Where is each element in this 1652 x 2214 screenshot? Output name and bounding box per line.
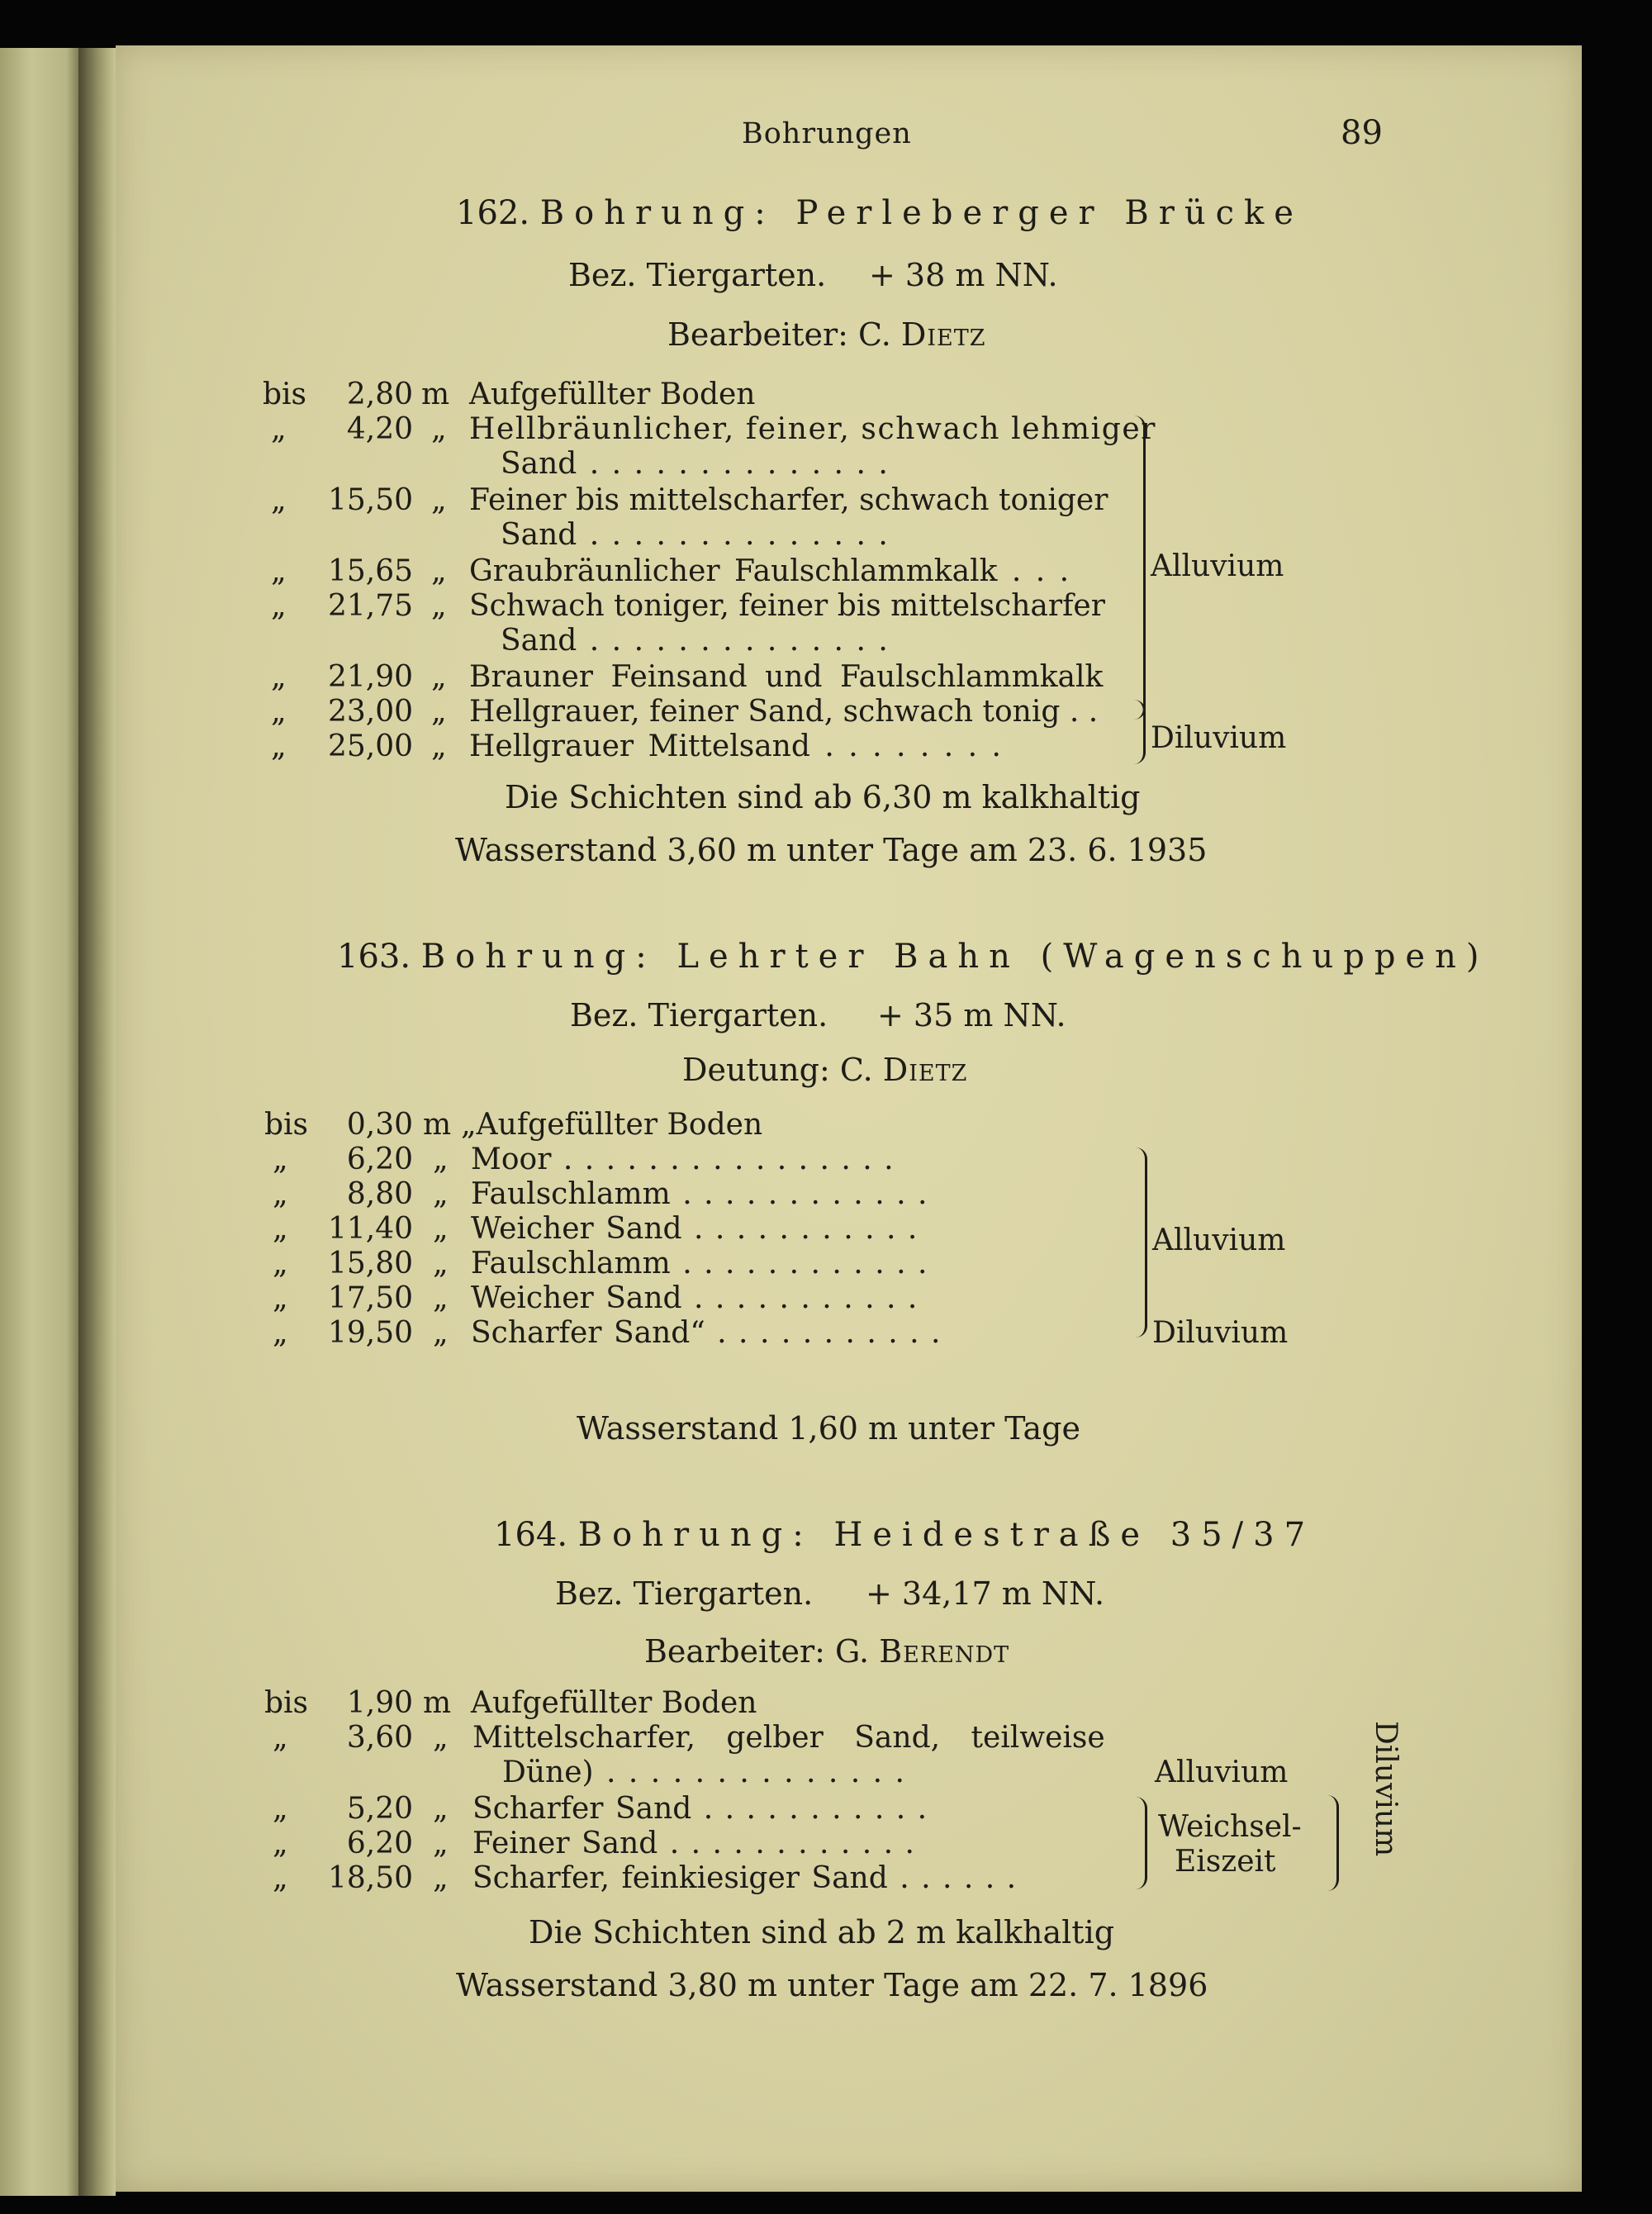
row-desc: Faulschlamm . . . . . . . . . . . . <box>471 1247 928 1280</box>
row-unit: „ <box>433 1792 449 1826</box>
row-depth: 1,90 <box>346 1686 413 1720</box>
row-desc: Faulschlamm . . . . . . . . . . . . <box>471 1177 928 1211</box>
row-unit: m <box>423 1108 452 1142</box>
row-desc-cont: Sand . . . . . . . . . . . . . . <box>501 518 888 552</box>
row-desc-cont: Sand . . . . . . . . . . . . . . <box>501 624 888 658</box>
row-unit: m <box>423 1686 452 1720</box>
row-prefix: bis <box>264 1108 309 1142</box>
group-label-diluvium: Diluvium <box>1151 721 1287 755</box>
row-depth: 15,80 <box>327 1247 413 1280</box>
row-unit: „ <box>431 589 447 623</box>
alluvium-brace <box>1132 416 1146 720</box>
row-depth: 0,30 <box>346 1108 413 1142</box>
section-162-editor: Bearbeiter: C. Dietz <box>667 316 986 353</box>
row-unit: „ <box>431 695 447 729</box>
row-desc-cont: Düne) . . . . . . . . . . . . . . <box>502 1756 904 1789</box>
section-163-note-1: Wasserstand 1,60 m unter Tage <box>577 1410 1080 1447</box>
row-prefix: bis <box>263 378 307 411</box>
row-desc: Mittelscharfer, gelber Sand, teilweise <box>472 1721 1105 1755</box>
row-desc: Hellgrauer, feiner Sand, schwach tonig . . <box>469 695 1099 729</box>
row-prefix: „ <box>273 1721 288 1755</box>
running-title: Bohrungen <box>742 117 912 150</box>
group-label-eiszeit: Eiszeit <box>1175 1845 1276 1879</box>
row-depth: 19,50 <box>327 1316 413 1350</box>
row-prefix: „ <box>271 412 287 446</box>
group-label-alluvium: Alluvium <box>1151 549 1284 583</box>
section-163-title: 163. Bohrung: Lehrter Bahn (Wagenschuppen) <box>337 938 1489 976</box>
row-depth: 2,80 <box>346 378 413 411</box>
row-unit: „ <box>433 1212 449 1246</box>
row-desc: „Aufgefüllter Boden <box>461 1108 763 1142</box>
section-164-editor: Bearbeiter: G. Berendt <box>644 1633 1010 1670</box>
row-desc: Graubräunlicher Faulschlammkalk . . . <box>469 554 1070 588</box>
row-depth: 15,65 <box>327 554 413 588</box>
row-prefix: „ <box>271 554 287 588</box>
row-desc: Weicher Sand . . . . . . . . . . . <box>471 1212 918 1246</box>
row-unit: „ <box>431 660 447 694</box>
row-depth: 25,00 <box>327 729 413 763</box>
row-prefix: „ <box>273 1861 288 1895</box>
group-label-diluvium: Diluvium <box>1152 1316 1289 1350</box>
row-desc: Feiner bis mittelscharfer, schwach toniger <box>469 483 1108 517</box>
row-prefix: „ <box>271 660 287 694</box>
row-unit: „ <box>433 1721 449 1755</box>
section-162-note-1: Die Schichten sind ab 6,30 m kalkhaltig <box>505 779 1141 815</box>
row-prefix: „ <box>271 589 287 623</box>
row-depth: 21,75 <box>327 589 413 623</box>
row-unit: „ <box>431 483 447 517</box>
row-desc: Brauner Feinsand und Faulschlammkalk <box>469 660 1104 694</box>
row-unit: m <box>421 378 450 411</box>
row-desc: Scharfer, feinkiesiger Sand . . . . . . <box>472 1861 1017 1895</box>
row-depth: 5,20 <box>346 1792 413 1826</box>
row-depth: 3,60 <box>346 1721 413 1755</box>
row-desc: Aufgefüllter Boden <box>471 1686 757 1720</box>
page-number: 89 <box>1341 114 1383 152</box>
section-163-editor: Deutung: C. Dietz <box>682 1052 968 1088</box>
row-unit: „ <box>433 1143 449 1176</box>
diluvium-outer-brace <box>1325 1795 1339 1891</box>
row-depth: 23,00 <box>327 695 413 729</box>
group-label-alluvium: Alluvium <box>1155 1756 1289 1789</box>
row-depth: 11,40 <box>327 1212 413 1246</box>
row-desc-cont: Sand . . . . . . . . . . . . . . <box>501 447 888 481</box>
row-depth: 8,80 <box>346 1177 413 1211</box>
row-prefix: „ <box>273 1281 288 1315</box>
row-depth: 4,20 <box>346 412 413 446</box>
section-164-title: 164. Bohrung: Heidestraße 35/37 <box>494 1516 1316 1554</box>
row-depth: 6,20 <box>346 1827 413 1860</box>
row-prefix: „ <box>273 1212 288 1246</box>
row-prefix: „ <box>273 1143 288 1176</box>
alluvium-brace <box>1133 1147 1147 1337</box>
row-desc: Schwach toniger, feiner bis mittelscharfer <box>469 589 1105 623</box>
row-unit: „ <box>433 1861 449 1895</box>
section-162-note-2: Wasserstand 3,60 m unter Tage am 23. 6. 1935 <box>455 832 1208 868</box>
row-desc: Weicher Sand . . . . . . . . . . . <box>471 1281 918 1315</box>
weichsel-brace <box>1133 1797 1147 1889</box>
section-162-title: 162. Bohrung: Perleberger Brücke <box>456 194 1303 232</box>
row-prefix: „ <box>273 1177 288 1211</box>
row-depth: 15,50 <box>327 483 413 517</box>
row-unit: „ <box>433 1827 449 1860</box>
row-prefix: „ <box>271 483 287 517</box>
row-depth: 21,90 <box>327 660 413 694</box>
diluvium-brace <box>1132 700 1146 764</box>
section-164-note-2: Wasserstand 3,80 m unter Tage am 22. 7. 1896 <box>456 1967 1208 2003</box>
row-prefix: „ <box>273 1827 288 1860</box>
row-desc: Hellgrauer Mittelsand . . . . . . . . <box>469 729 1001 763</box>
row-depth: 6,20 <box>346 1143 413 1176</box>
row-depth: 18,50 <box>327 1861 413 1895</box>
section-162-district: Bez. Tiergarten. <box>568 257 827 293</box>
group-label-weichsel: Weichsel- <box>1158 1810 1302 1844</box>
row-unit: „ <box>431 412 447 446</box>
row-desc: Feiner Sand . . . . . . . . . . . . <box>472 1827 914 1860</box>
row-prefix: „ <box>271 695 287 729</box>
row-unit: „ <box>431 729 447 763</box>
row-prefix: „ <box>273 1247 288 1280</box>
row-prefix: „ <box>271 729 287 763</box>
row-unit: „ <box>433 1247 449 1280</box>
row-unit: „ <box>433 1316 449 1350</box>
section-163-elevation: + 35 m NN. <box>877 997 1066 1033</box>
row-prefix: bis <box>264 1686 309 1720</box>
page <box>116 45 1582 2192</box>
row-unit: „ <box>433 1281 449 1315</box>
section-164-note-1: Die Schichten sind ab 2 m kalkhaltig <box>529 1914 1115 1950</box>
row-desc: Moor . . . . . . . . . . . . . . . . <box>471 1143 894 1176</box>
section-164-district: Bez. Tiergarten. <box>555 1575 814 1612</box>
row-desc: Scharfer Sand . . . . . . . . . . . <box>472 1792 928 1826</box>
row-unit: „ <box>431 554 447 588</box>
section-164-elevation: + 34,17 m NN. <box>866 1575 1105 1612</box>
row-prefix: „ <box>273 1316 288 1350</box>
left-page-edge <box>0 48 78 2196</box>
group-label-alluvium: Alluvium <box>1152 1223 1286 1257</box>
section-163-district: Bez. Tiergarten. <box>570 997 828 1033</box>
section-162-elevation: + 38 m NN. <box>869 257 1058 293</box>
row-depth: 17,50 <box>327 1281 413 1315</box>
row-desc: Aufgefüllter Boden <box>469 378 756 411</box>
book-gutter <box>78 48 116 2196</box>
row-unit: „ <box>433 1177 449 1211</box>
row-prefix: „ <box>273 1792 288 1826</box>
row-desc: Scharfer Sand“ . . . . . . . . . . . <box>471 1316 941 1350</box>
row-desc: Hellbräunlicher, feiner, schwach lehmiger <box>469 412 1157 446</box>
group-label-diluvium-vertical: Diluvium <box>1369 1721 1403 1857</box>
